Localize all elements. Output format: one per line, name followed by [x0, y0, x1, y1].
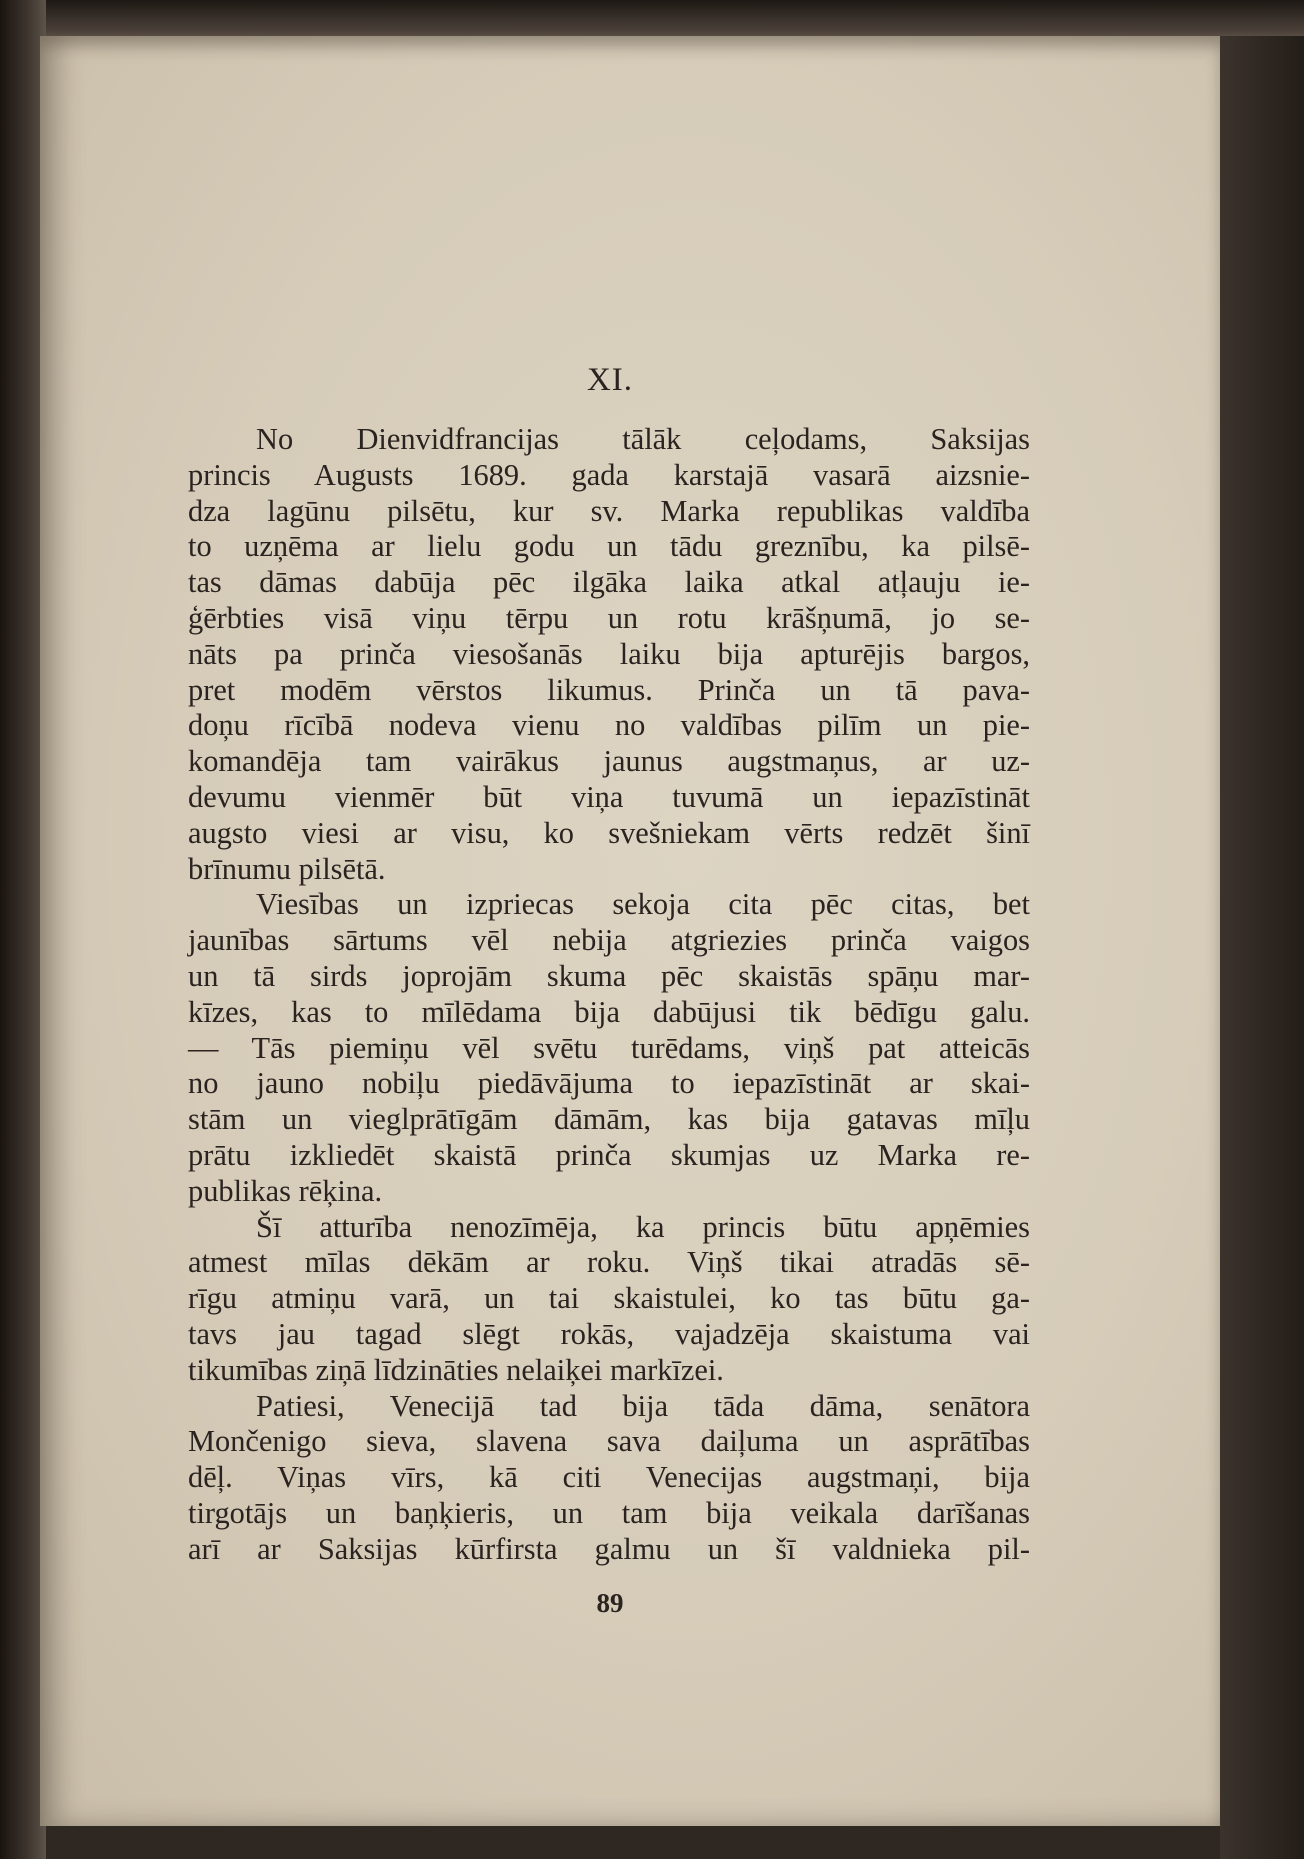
text-line: no jauno nobiļu piedāvājuma to iepazīstināt ar skai-	[188, 1066, 1030, 1101]
text-line: Mončenigo sieva, slavena sava daiļuma un asprātības	[188, 1424, 1030, 1459]
text-line: pret modēm vērstos likumus. Prinča un tā pava-	[188, 672, 1030, 707]
text-line: tavs jau tagad slēgt rokās, vajadzēja skaistuma vai	[188, 1316, 1030, 1351]
text-line: un tā sirds joprojām skuma pēc skaistās spāņu mar-	[188, 958, 1030, 993]
text-line: devumu vienmēr būt viņa tuvumā un iepazīstināt	[188, 779, 1030, 814]
text-line: komandēja tam vairākus jaunus augstmaņus, ar uz-	[188, 744, 1030, 779]
text-line: tas dāmas dabūja pēc ilgāka laika atkal atļauju ie-	[188, 565, 1030, 600]
text-line: ģērbties visā viņu tērpu un rotu krāšņumā, jo se-	[188, 600, 1030, 635]
text-line: atmest mīlas dēkām ar roku. Viņš tikai atradās sē-	[188, 1245, 1030, 1280]
text-line: rīgu atmiņu varā, un tai skaistulei, ko tas būtu ga-	[188, 1281, 1030, 1316]
text-line: dza lagūnu pilsētu, kur sv. Marka republikas valdība	[188, 493, 1030, 528]
book-right-edge	[1220, 36, 1304, 1859]
text-line: doņu rīcībā nodeva vienu no valdības pilīm un pie-	[188, 708, 1030, 743]
text-line: to uzņēma ar lielu godu un tādu greznību, ka pilsē-	[188, 529, 1030, 564]
text-line: dēļ. Viņas vīrs, kā citi Venecijas augstmaņi, bija	[188, 1460, 1030, 1495]
text-line: tirgotājs un baņķieris, un tam bija veikala darīšanas	[188, 1495, 1030, 1530]
text-line: Viesības un izpriecas sekoja cita pēc citas, bet	[256, 887, 1030, 922]
text-line: stām un vieglprātīgām dāmām, kas bija gatavas mīļu	[188, 1102, 1030, 1137]
text-line: arī ar Saksijas kūrfirsta galmu un šī valdnieka pil-	[188, 1531, 1030, 1566]
body-text	[188, 422, 1030, 1568]
text-line: Patiesi, Venecijā tad bija tāda dāma, senātora	[256, 1388, 1030, 1423]
chapter-title: XI.	[586, 362, 634, 398]
text-line: No Dienvidfrancijas tālāk ceļodams, Saksijas	[256, 422, 1030, 456]
text-line: kīzes, kas to mīlēdama bija dabūjusi tik bēdīgu galu.	[188, 994, 1030, 1029]
text-line: nāts pa prinča viesošanās laiku bija apturējis bargos,	[188, 636, 1030, 671]
text-line: augsto viesi ar visu, ko svešniekam vērts redzēt šinī	[188, 815, 1030, 850]
text-line: publikas rēķina.	[188, 1173, 383, 1208]
page-number: 89	[596, 1588, 624, 1618]
text-line: princis Augusts 1689. gada karstajā vasarā aizsnie-	[188, 457, 1030, 492]
text-line: Šī atturība nenozīmēja, ka princis būtu apņēmies	[256, 1209, 1030, 1244]
text-line: jaunības sārtums vēl nebija atgriezies prinča vaigos	[188, 923, 1030, 958]
text-line: tikumības ziņā līdzināties nelaiķei markīzei.	[188, 1352, 724, 1387]
text-line: brīnumu pilsētā.	[188, 851, 386, 886]
text-line: — Tās piemiņu vēl svētu turēdams, viņš pat atteicās	[188, 1030, 1030, 1065]
text-line: prātu izkliedēt skaistā prinča skumjas uz Marka re-	[188, 1137, 1030, 1172]
